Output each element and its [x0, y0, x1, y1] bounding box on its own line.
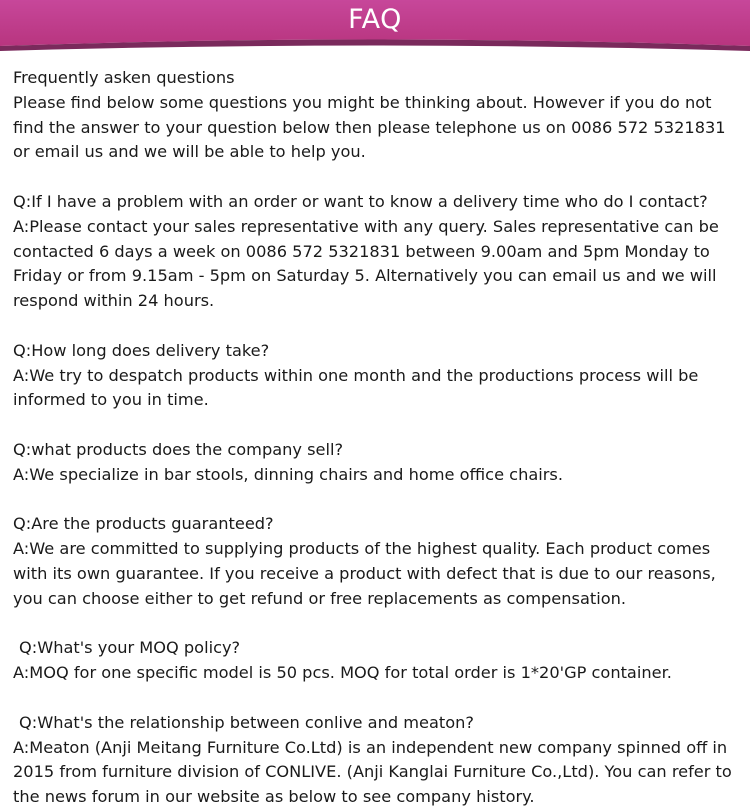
faq-answer-line: Friday or from 9.15am - 5pm on Saturday 5. Alternatively you can email us and we will [13, 266, 717, 286]
faq-answer-line: 2015 from furniture division of CONLIVE. (Anji Kanglai Furniture Co.,Ltd). You can refer to [13, 762, 732, 782]
faq-answer-line: A:We try to despatch products within one month and the productions process will be [13, 365, 699, 385]
faq-answer-line: the news forum in our website as below to see company history. [13, 787, 535, 807]
faq-content [13, 66, 741, 810]
faq-item-guarantee [13, 512, 741, 611]
faq-item-delivery [13, 339, 741, 413]
page-title: FAQ [348, 4, 402, 35]
intro-heading: Frequently asken questions [13, 68, 235, 87]
intro-line: or email us and we will be able to help you. [13, 142, 366, 162]
faq-answer-line: you can choose either to get refund or free replacements as compensation. [13, 588, 627, 608]
intro-line: Please find below some questions you might be thinking about. However if you do not [13, 92, 712, 112]
faq-item-relationship [13, 711, 741, 810]
faq-answer-line: A:We specialize in bar stools, dinning chairs and home office chairs. [13, 464, 563, 484]
faq-answer-line: A:MOQ for one specific model is 50 pcs. MOQ for total order is 1*20'GP container. [13, 663, 672, 683]
faq-question: Q:What's the relationship between conlive and meaton? [19, 712, 474, 732]
faq-answer-line: A:Meaton (Anji Meitang Furniture Co.Ltd) is an independent new company spinned off in [13, 737, 728, 757]
faq-question: Q:Are the products guaranteed? [13, 514, 274, 534]
faq-answer-line: contacted 6 days a week on 0086 572 5321831 between 9.00am and 5pm Monday to [13, 241, 710, 261]
faq-item-moq [13, 636, 741, 686]
faq-item-products [13, 438, 741, 488]
faq-answer-line: with its own guarantee. If you receive a product with defect that is due to our reasons, [13, 563, 716, 583]
faq-question: Q:what products does the company sell? [13, 439, 344, 459]
faq-answer-line: informed to you in time. [13, 390, 209, 410]
faq-question: Q:How long does delivery take? [13, 340, 270, 360]
faq-answer-line: respond within 24 hours. [13, 291, 215, 311]
faq-answer-line: A:We are committed to supplying products of the highest quality. Each product comes [13, 539, 711, 559]
faq-question: Q:If I have a problem with an order or want to know a delivery time who do I contact? [13, 191, 708, 211]
intro-line: find the answer to your question below then please telephone us on 0086 572 5321831 [13, 117, 726, 137]
faq-question: Q:What's your MOQ policy? [19, 638, 241, 658]
faq-answer-line: A:Please contact your sales representative with any query. Sales representative can be [13, 216, 719, 236]
faq-item-contact [13, 190, 741, 314]
faq-banner [0, 0, 750, 52]
